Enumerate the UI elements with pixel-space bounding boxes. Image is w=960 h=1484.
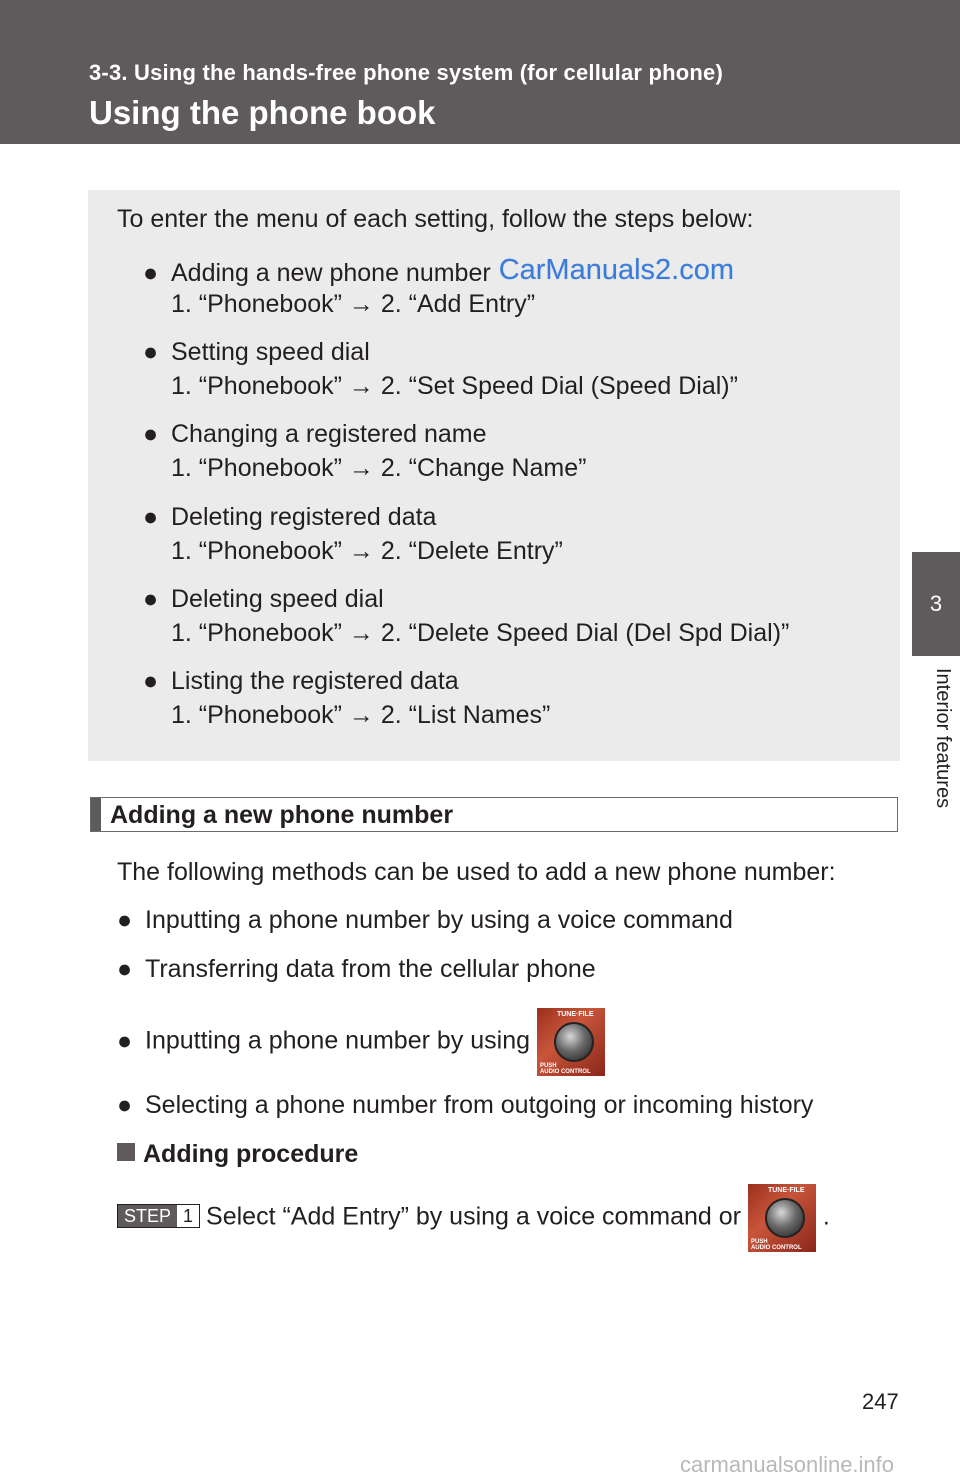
menu-item-speed-dial — [143, 335, 738, 403]
bullet-icon: ● — [117, 1026, 133, 1055]
procedure-heading: Adding procedure — [117, 1140, 358, 1169]
menu-item-path: 1. “Phonebook” → 2. “List Names” — [171, 701, 551, 729]
footer-watermark: carmanualsonline.info — [680, 1452, 895, 1477]
menu-item-delete-speed-dial — [143, 582, 789, 650]
section-title: 3-3. Using the hands-free phone system (for cellular phone) — [89, 60, 724, 85]
menu-item-path: 1. “Phonebook” → 2. “Set Speed Dial (Speed Dial)” — [171, 372, 738, 400]
menu-item-change-name — [143, 417, 587, 485]
menu-item-add-number — [143, 253, 734, 321]
bullet-icon: ● — [143, 259, 159, 287]
page-number: 247 — [862, 1389, 899, 1414]
step-1: STEP 1 Select “Add Entry” by using a voice command or TUNE·FILE PUSH AUDIO CONTROL . — [117, 1184, 830, 1252]
menu-item-list-names — [143, 664, 550, 732]
method-item: ● Transferring data from the cellular phone — [117, 955, 596, 983]
bullet-icon: ● — [143, 503, 159, 531]
section-heading: Adding a new phone number — [110, 801, 454, 829]
method-item: ● Inputting a phone number by using a voice command — [117, 906, 733, 934]
heading-accent — [91, 798, 101, 831]
menu-item-path: 1. “Phonebook” → 2. “Delete Entry” — [171, 537, 563, 565]
tune-file-knob-icon: TUNE·FILE PUSH AUDIO CONTROL — [748, 1184, 816, 1252]
step-text: Select “Add Entry” by using a voice command or — [206, 1202, 741, 1231]
chapter-number: 3 — [929, 591, 943, 616]
step-badge: STEP 1 — [117, 1204, 200, 1228]
page-header — [0, 0, 960, 144]
body-intro: The following methods can be used to add a new phone number: — [117, 858, 836, 886]
chapter-label: Interior features — [932, 668, 954, 809]
bullet-icon: ● — [143, 667, 159, 695]
bullet-icon: ● — [143, 585, 159, 613]
menu-item-name: Listing the registered data — [171, 667, 459, 695]
menu-intro: To enter the menu of each setting, follow the steps below: — [117, 205, 754, 233]
menu-item-delete-entry — [143, 500, 563, 568]
bullet-icon: ● — [143, 338, 159, 366]
menu-item-name: Deleting speed dial — [171, 585, 384, 613]
menu-item-path: 1. “Phonebook” → 2. “Add Entry” — [171, 290, 536, 318]
bullet-icon: ● — [117, 955, 133, 983]
bullet-icon: ● — [117, 906, 133, 934]
square-icon — [117, 1143, 135, 1161]
page-title: Using the phone book — [89, 94, 436, 131]
bullet-icon: ● — [143, 420, 159, 448]
menu-item-path: 1. “Phonebook” → 2. “Change Name” — [171, 454, 587, 482]
menu-item-name: Deleting registered data — [171, 503, 437, 531]
tune-file-knob-icon: TUNE·FILE PUSH AUDIO CONTROL — [537, 1008, 605, 1076]
section-heading-bar — [90, 797, 898, 832]
method-item: ● Inputting a phone number by using TUNE·FILE PUSH AUDIO CONTROL — [117, 1008, 605, 1076]
menu-item-name: Adding a new phone number — [171, 259, 491, 287]
method-item: ● Selecting a phone number from outgoing or incoming history — [117, 1091, 814, 1119]
menu-item-name: Changing a registered name — [171, 420, 487, 448]
watermark: CarManuals2.com — [498, 254, 735, 286]
chapter-tab — [912, 552, 960, 656]
menu-item-path: 1. “Phonebook” → 2. “Delete Speed Dial (Del Spd Dial)” — [171, 619, 790, 647]
menu-item-name: Setting speed dial — [171, 338, 370, 366]
bullet-icon: ● — [117, 1091, 133, 1119]
